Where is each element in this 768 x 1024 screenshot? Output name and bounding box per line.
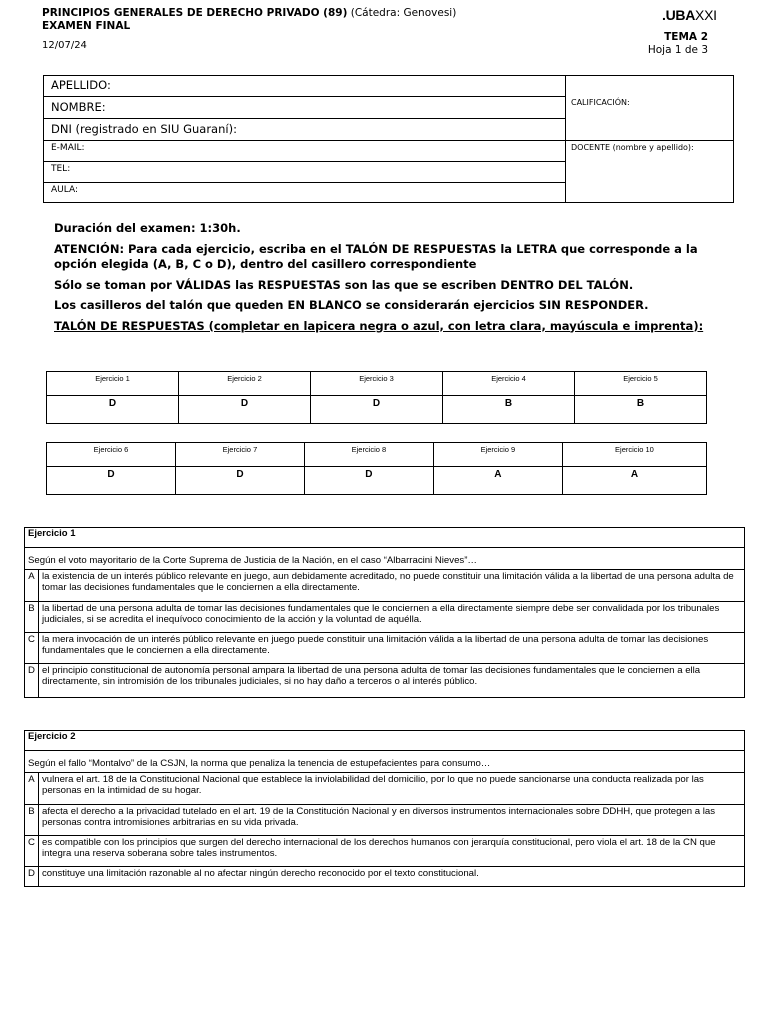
talon-header-9: Ejercicio 9 [433,443,562,467]
ejercicio-stem: Según el voto mayoritario de la Corte Suprema de Justicia de la Nación, en el caso “Albarracini Nieves”… [25,548,744,570]
exam-type: EXAMEN FINAL [42,20,131,32]
talon-answer-7[interactable]: D [175,467,304,495]
exam-header [42,7,456,52]
course-title: PRINCIPIOS GENERALES DE DERECHO PRIVADO (89) [42,7,348,19]
option-letter: B [25,805,39,835]
option-b [25,805,744,836]
student-fields [44,76,566,202]
ejercicio-stem: Según el fallo “Montalvo” de la CSJN, la norma que penaliza la tenencia de estupefacientes para consumo… [25,751,744,773]
student-id-form [43,75,734,203]
talon-answer-9[interactable]: A [433,467,562,495]
option-text: vulnera el art. 18 de la Constitucional Nacional que establece la inviolabilidad del domicilio, por lo que no puede sancionarse una conducta realizada por las personas en la intimidad de su hogar. [42,774,704,796]
option-d [25,664,744,697]
option-letter: C [25,633,39,663]
option-letter: B [25,602,39,632]
ejercicio-1 [24,527,745,698]
aula-field[interactable]: AULA: [51,185,78,195]
talon-answer-8[interactable]: D [304,467,433,495]
option-a [25,570,744,602]
option-text: la mera invocación de un interés público relevante en juego puede constituir una limitación válida a la libertad de una persona adulta de tomar las decisiones fundamentales que le conciernen a ella directamente. [42,634,709,656]
talon-header-5: Ejercicio 5 [575,372,707,396]
talon-answer-3[interactable]: D [311,396,443,424]
ejercicio-2 [24,730,745,887]
option-text: es compatible con los principios que surgen del derecho internacional de los derechos humanos con jerarquía constitucional, pero viola el art. 18 de la CN que integra una reserva soberana sobre tales instrumentos. [42,837,716,859]
answer-table-2 [46,442,707,495]
email-field[interactable]: E-MAIL: [44,141,565,162]
talon-header-2: Ejercicio 2 [179,372,311,396]
answer-table-1 [46,371,707,424]
option-c [25,836,744,867]
option-letter: D [25,664,39,697]
talon-header-10: Ejercicio 10 [562,443,706,467]
talon-answer-4[interactable]: B [443,396,575,424]
ejercicio-title: Ejercicio 1 [25,528,744,548]
tel-field[interactable]: TEL: [44,162,565,183]
talon-header-7: Ejercicio 7 [175,443,304,467]
duration-text: Duración del examen: 1:30h. [54,221,241,235]
page-count: Hoja 1 de 3 [647,44,708,56]
talon-header-3: Ejercicio 3 [311,372,443,396]
option-letter: A [25,570,39,601]
option-text: la existencia de un interés público relevante en juego, aun debidamente acreditado, no puede constituir una limitación válida a la libertad de una persona adulta de tomar las decisiones fundamentales que le conciernen a ella directamente. [42,571,734,593]
talon-header-1: Ejercicio 1 [47,372,179,396]
option-c [25,633,744,664]
talon-header-4: Ejercicio 4 [443,372,575,396]
talon-answer-10[interactable]: A [562,467,706,495]
option-letter: D [25,867,39,886]
talon-header-6: Ejercicio 6 [47,443,176,467]
option-letter: C [25,836,39,866]
option-a [25,773,744,805]
talon-title: TALÓN DE RESPUESTAS (completar en lapicera negra o azul, con letra clara, mayúscula e imprenta): [54,318,704,333]
option-text: afecta el derecho a la privacidad tutelado en el art. 19 de la Constitución Nacional y en diversos instrumentos internacionales sobre DDHH, que protegen a las personas contra intromisiones arbitrarias en su vida privada. [42,806,716,828]
apellido-field[interactable]: APELLIDO: [44,76,565,97]
grading-fields [566,76,733,202]
option-text: la libertad de una persona adulta de tomar las decisiones fundamentales que le conciernen a ella directamente siempre debe ser convalidada por los tribunales judiciales, si se acredita el inequívoco conocimiento de la acción y la voluntad de aquélla. [42,603,720,625]
talon-answer-2[interactable]: D [179,396,311,424]
catedra-label: (Cátedra: Genovesi) [350,7,457,19]
option-letter: A [25,773,39,804]
exam-date: 12/07/24 [42,40,87,51]
talon-answer-6[interactable]: D [47,467,176,495]
attention-text: ATENCIÓN: Para cada ejercicio, escriba en el TALÓN DE RESPUESTAS la LETRA que corresponde a la opción elegida (A, B, C o D), dentro del casillero correspondiente [54,241,698,271]
dni-field[interactable]: DNI (registrado en SIU Guaraní): [44,119,565,141]
exam-instructions [54,221,734,339]
blank-answers-text: Los casilleros del talón que queden EN BLANCO se considerarán ejercicios SIN RESPONDER. [54,298,649,312]
ejercicio-title: Ejercicio 2 [25,731,744,751]
option-d [25,867,744,886]
valid-answers-text: Sólo se toman por VÁLIDAS las RESPUESTAS son las que se escriben DENTRO DEL TALÓN. [54,277,634,292]
uba-xxi-logo [662,7,717,23]
tema-label: TEMA 2 [664,31,708,43]
option-b [25,602,744,633]
logo-main: .UBA [662,7,696,23]
calificacion-field[interactable]: CALIFICACIÓN: [566,76,733,141]
option-text: el principio constitucional de autonomía personal ampara la libertad de una persona adulta de tomar las decisiones fundamentales que le conciernen a ella directamente, sin intromisión de los tribunales judiciales, si no hay daño a terceros o al interés público. [42,665,701,687]
nombre-field[interactable]: NOMBRE: [44,97,565,119]
tema-block [648,31,708,57]
option-text: constituye una limitación razonable al no afectar ningún derecho reconocido por el texto constitucional. [42,868,479,879]
talon-answer-5[interactable]: B [575,396,707,424]
logo-suffix: XXI [695,7,717,23]
talon-header-8: Ejercicio 8 [304,443,433,467]
docente-field[interactable]: DOCENTE (nombre y apellido): [571,143,694,152]
talon-answer-1[interactable]: D [47,396,179,424]
